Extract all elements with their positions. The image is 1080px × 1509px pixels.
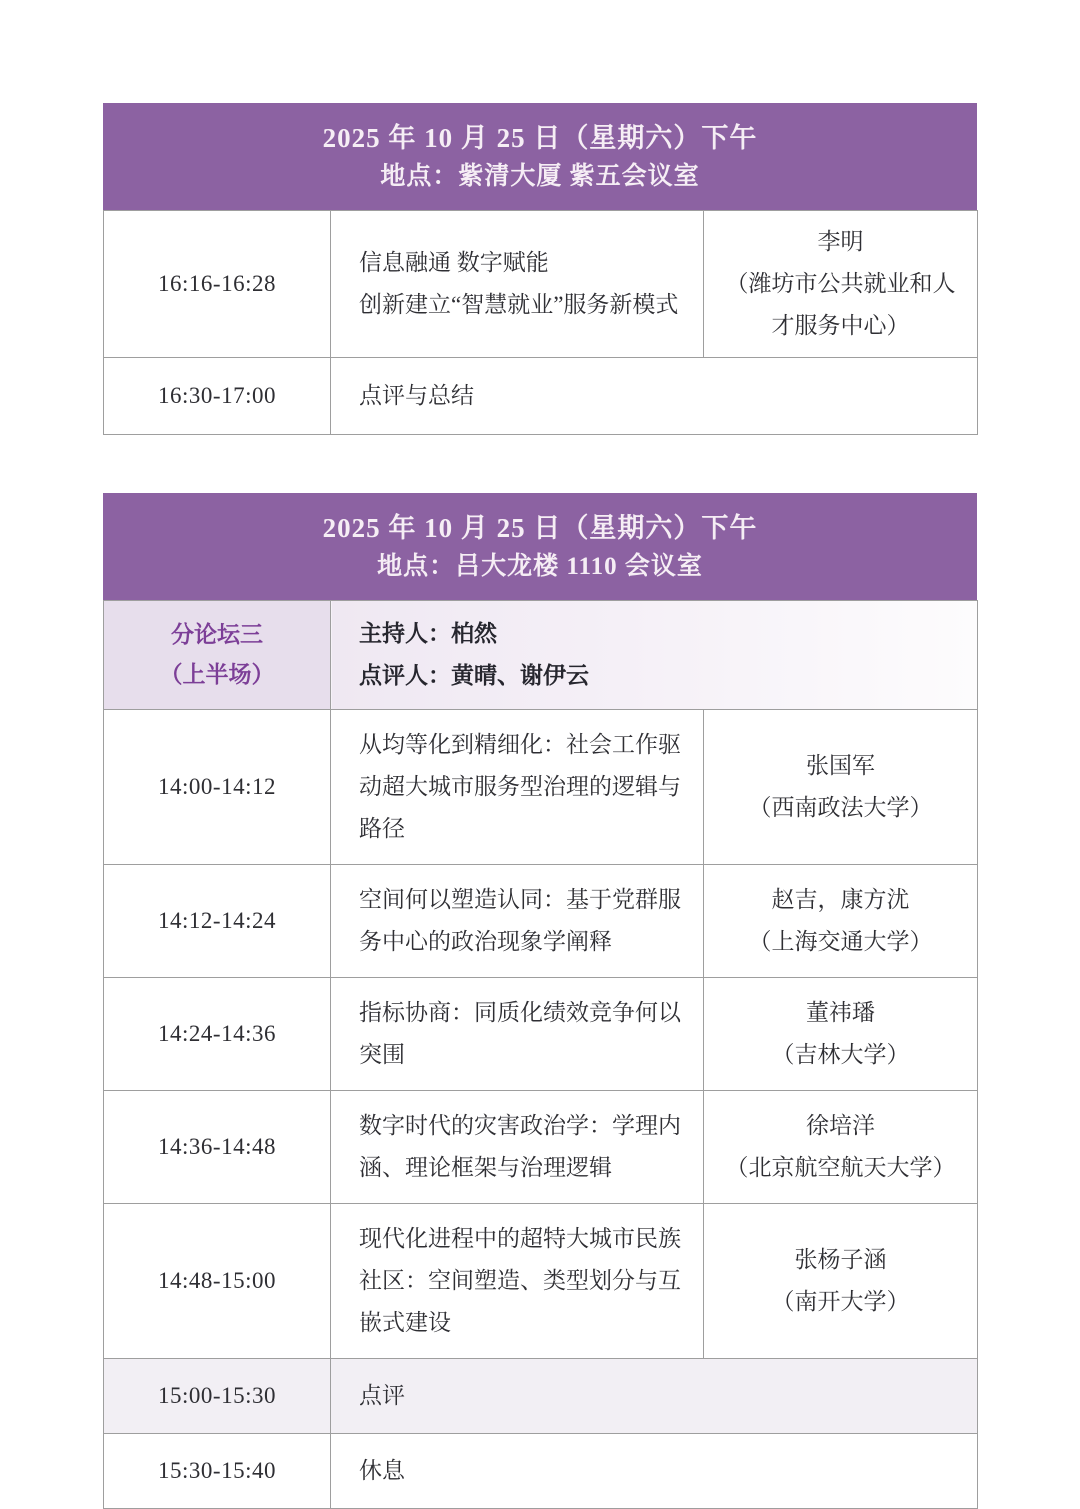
speaker-name: 张杨子涵 bbox=[794, 1247, 887, 1272]
table-row bbox=[104, 1091, 978, 1204]
table-row bbox=[104, 710, 978, 865]
speaker-affiliation: （南开大学） bbox=[771, 1289, 910, 1314]
talk-title-cell: 指标协商：同质化绩效竞争何以突围 bbox=[331, 978, 704, 1091]
speaker-name: 李明 bbox=[817, 229, 864, 254]
speaker-affiliation: （潍坊市公共就业和人才服务中心） bbox=[725, 271, 956, 338]
speaker-affiliation: （吉林大学） bbox=[771, 1042, 910, 1067]
forum-reviewers: 点评人：黄晴、谢伊云 bbox=[359, 663, 589, 688]
activity-label: 点评与总结 bbox=[331, 358, 978, 435]
table-row bbox=[104, 1204, 978, 1359]
table1-location-line: 地点：紫清大厦 紫五会议室 bbox=[380, 163, 700, 190]
table-row bbox=[104, 211, 978, 358]
speaker-affiliation: （北京航空航天大学） bbox=[725, 1155, 956, 1180]
speaker-cell bbox=[704, 710, 978, 865]
time-slot: 14:12-14:24 bbox=[104, 865, 331, 978]
time-slot: 14:00-14:12 bbox=[104, 710, 331, 865]
table-row bbox=[104, 865, 978, 978]
table-row bbox=[104, 978, 978, 1091]
table1-date-line: 2025 年 10 月 25 日（星期六）下午 bbox=[322, 123, 758, 153]
speaker-name: 赵吉，康方沋 bbox=[771, 887, 910, 912]
talk-title-cell: 空间何以塑造认同：基于党群服务中心的政治现象学阐释 bbox=[331, 865, 704, 978]
talk-title-cell: 现代化进程中的超特大城市民族社区：空间塑造、类型划分与互嵌式建设 bbox=[331, 1204, 704, 1359]
table2-date-line: 2025 年 10 月 25 日（星期六）下午 bbox=[322, 513, 758, 543]
speaker-cell bbox=[704, 865, 978, 978]
forum-name: 分论坛三 bbox=[171, 622, 263, 647]
talk-title-cell: 数字时代的灾害政治学：学理内涵、理论框架与治理逻辑 bbox=[331, 1091, 704, 1204]
forum-people-cell bbox=[331, 601, 978, 710]
speaker-name: 徐培洋 bbox=[806, 1113, 875, 1138]
forum-header-row bbox=[104, 601, 978, 710]
table2-header-banner bbox=[103, 493, 977, 600]
speaker-cell bbox=[704, 1091, 978, 1204]
time-slot: 15:30-15:40 bbox=[104, 1434, 331, 1509]
table2-grid bbox=[103, 600, 978, 1509]
table2-location-line: 地点：吕大龙楼 1110 会议室 bbox=[377, 553, 703, 580]
speaker-affiliation: （西南政法大学） bbox=[748, 795, 933, 820]
forum-label-cell bbox=[104, 601, 331, 710]
speaker-cell bbox=[704, 1204, 978, 1359]
activity-label: 休息 bbox=[331, 1434, 978, 1509]
time-slot: 16:16-16:28 bbox=[104, 211, 331, 358]
speaker-cell bbox=[704, 978, 978, 1091]
speaker-name: 张国军 bbox=[806, 753, 875, 778]
speaker-affiliation: （上海交通大学） bbox=[748, 929, 933, 954]
time-slot: 14:36-14:48 bbox=[104, 1091, 331, 1204]
time-slot: 15:00-15:30 bbox=[104, 1359, 331, 1434]
session-table-1 bbox=[103, 103, 977, 435]
table1-grid bbox=[103, 210, 978, 435]
table1-header-banner bbox=[103, 103, 977, 210]
activity-label: 点评 bbox=[331, 1359, 978, 1434]
forum-session-part: （上半场） bbox=[159, 662, 275, 687]
speaker-cell bbox=[704, 211, 978, 358]
table-row bbox=[104, 358, 978, 435]
time-slot: 14:48-15:00 bbox=[104, 1204, 331, 1359]
talk-title-line: 信息融通 数字赋能 bbox=[359, 250, 549, 275]
schedule-content bbox=[103, 103, 977, 1509]
time-slot: 14:24-14:36 bbox=[104, 978, 331, 1091]
talk-title-cell bbox=[331, 211, 704, 358]
time-slot: 16:30-17:00 bbox=[104, 358, 331, 435]
session-table-2 bbox=[103, 493, 977, 1509]
forum-host: 主持人：柏然 bbox=[359, 621, 497, 646]
speaker-name: 董祎璠 bbox=[806, 1000, 875, 1025]
table-row bbox=[104, 1434, 978, 1509]
table-row bbox=[104, 1359, 978, 1434]
talk-title-line: 创新建立“智慧就业”服务新模式 bbox=[359, 292, 679, 317]
talk-title-cell: 从均等化到精细化：社会工作驱动超大城市服务型治理的逻辑与路径 bbox=[331, 710, 704, 865]
